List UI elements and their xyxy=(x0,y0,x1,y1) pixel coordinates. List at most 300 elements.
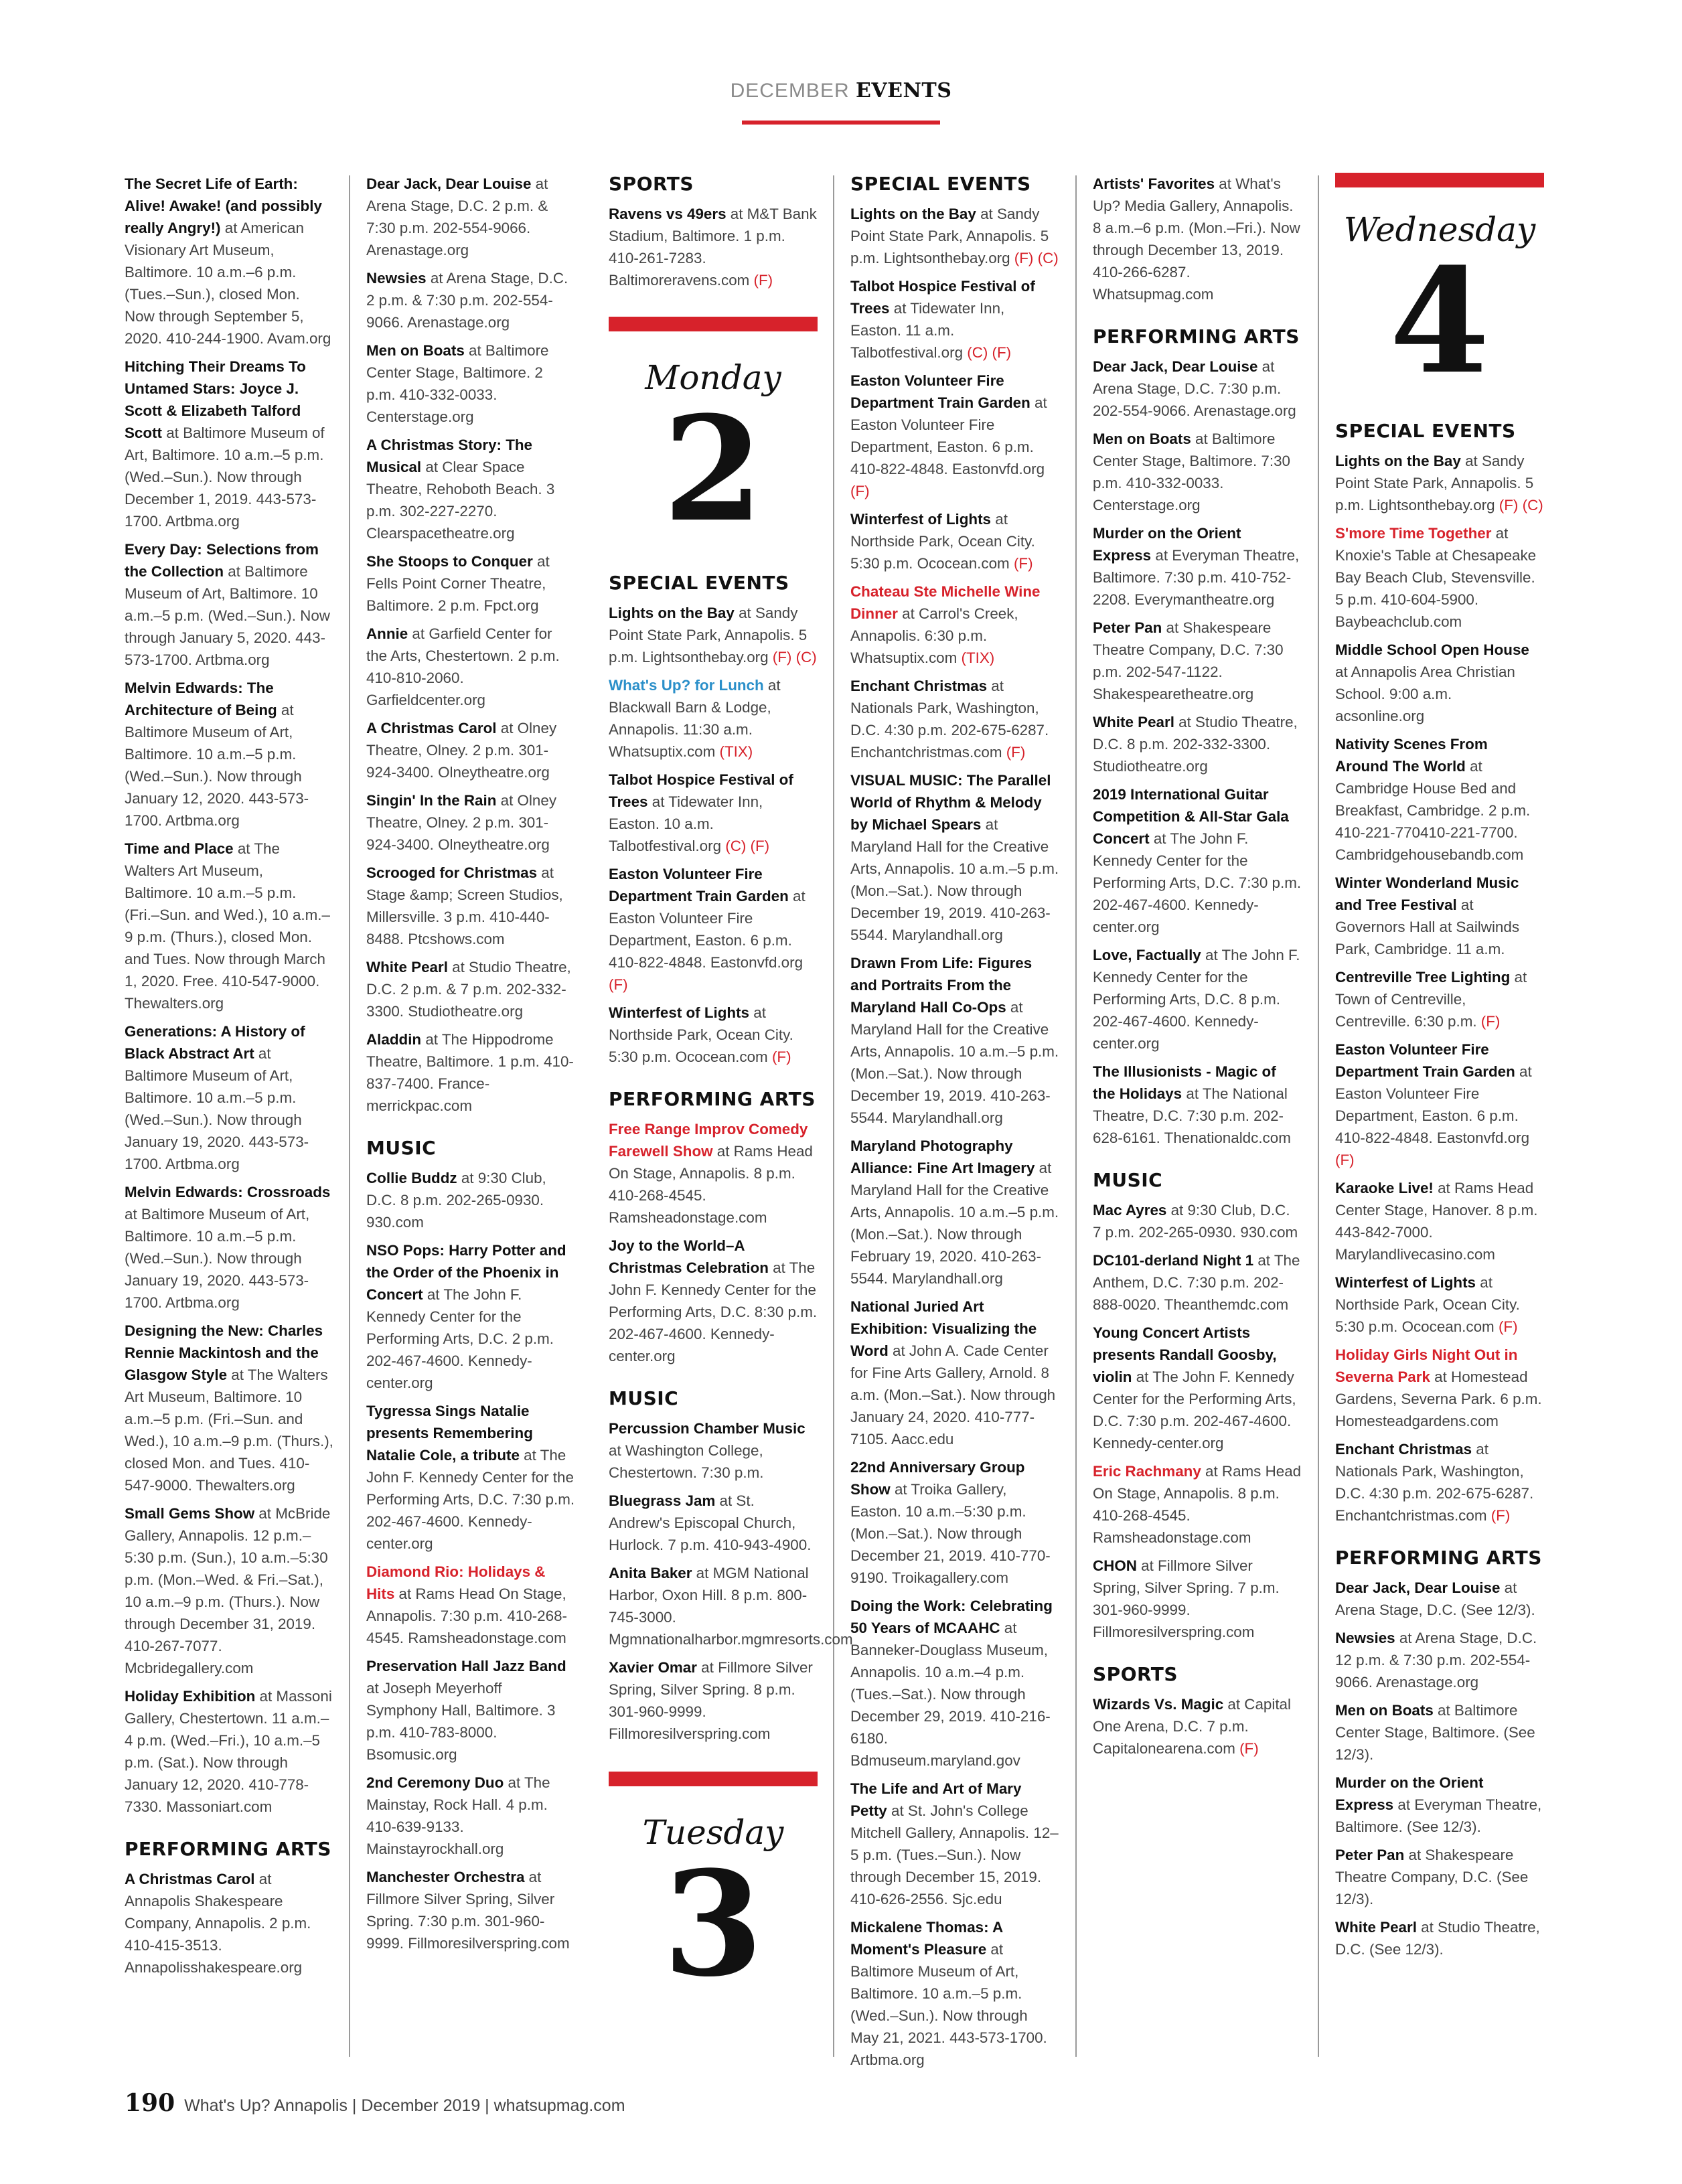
day-bar xyxy=(609,317,818,331)
event-details: at Baltimore Museum of Art, Baltimore. 10 a.m.–5 p.m. (Wed.–Sun.). Now through December 1, 2019. 443-573-1700. Artbma.org xyxy=(125,424,325,530)
event-details: at M&T Bank Stadium, Baltimore. 1 p.m. 410-261-7283. Baltimoreravens.com xyxy=(609,206,817,289)
event-listing xyxy=(1093,1249,1302,1316)
event-listing xyxy=(366,623,575,711)
event-listing xyxy=(1093,1693,1302,1760)
event-details: at Fillmore Silver Spring, Silver Spring. 8 p.m. 301-960-9999. Fillmoresilverspring.com xyxy=(609,1659,813,1742)
event-title: Winterfest of Lights xyxy=(850,511,992,528)
event-details: at Capital One Arena, D.C. 7 p.m. Capitalonearena.com xyxy=(1093,1696,1291,1757)
day-number: 4 xyxy=(1389,236,1490,406)
event-listing xyxy=(609,769,818,857)
event-listing xyxy=(1093,173,1302,305)
header-rule xyxy=(742,121,940,125)
event-listing xyxy=(1335,1038,1544,1171)
event-listing xyxy=(125,838,333,1014)
event-title: Ravens vs 49ers xyxy=(609,206,727,222)
event-listing xyxy=(850,952,1059,1129)
event-listing xyxy=(1093,617,1302,705)
section-heading-music: MUSIC xyxy=(366,1137,437,1159)
day-name: Tuesday xyxy=(642,1813,784,1852)
event-tag: (F) xyxy=(850,483,870,499)
section-heading-music: MUSIC xyxy=(609,1387,679,1409)
event-title: Newsies xyxy=(1335,1630,1395,1646)
event-details: at Troika Gallery, Easton. 10 a.m.–5:30 p.m. (Mon.–Sat.). Now through December 21, 2019. 410-770-9190. Troikagallery.com xyxy=(850,1481,1051,1586)
event-title: NSO Pops: Harry Potter and the Order of the Phoenix in Concert xyxy=(366,1242,566,1303)
event-details: at St. John's College Mitchell Gallery, Annapolis. 12–5 p.m. (Tues.–Sun.). Now through December 15, 2019. 410-626-2556. Sjc.edu xyxy=(850,1802,1059,1907)
event-details: at MGM National Harbor, Oxon Hill. 8 p.m. 800-745-3000. Mgmnationalharbor.mgmresorts.com xyxy=(609,1565,853,1648)
event-listing xyxy=(850,1296,1059,1450)
event-tag: (F) xyxy=(1335,1152,1355,1168)
event-details: at The Hippodrome Theatre, Baltimore. 1 p.m. 410-837-7400. France-merrickpac.com xyxy=(366,1031,574,1114)
event-title: The Illusionists - Magic of the Holidays xyxy=(1093,1063,1276,1102)
event-details: at The John F. Kennedy Center for the Performing Arts, D.C. 7:30 p.m. 202-467-4600. Kennedy-center.org xyxy=(1093,1369,1296,1452)
event-listing xyxy=(125,677,333,832)
event-title: Small Gems Show xyxy=(125,1505,255,1522)
event-title: Enchant Christmas xyxy=(1335,1441,1472,1458)
event-details: at Fillmore Silver Spring, Silver Spring. 7:30 p.m. 301-960-9999. Fillmoresilverspring.com xyxy=(366,1869,570,1952)
event-title: Winterfest of Lights xyxy=(609,1004,750,1021)
section-heading-performing-arts: PERFORMING ARTS xyxy=(1093,325,1300,347)
event-title: Men on Boats xyxy=(1093,431,1191,447)
event-details: at Maryland Hall for the Creative Arts, Annapolis. 10 a.m.–5 p.m. (Mon.–Sat.). Now through December 19, 2019. 410-263-5544. Marylandhall.org xyxy=(850,816,1059,943)
event-title: The Life and Art of Mary Petty xyxy=(850,1780,1022,1819)
event-listing xyxy=(609,1002,818,1068)
event-listing xyxy=(125,538,333,671)
event-listing xyxy=(609,1656,818,1745)
event-title: 2nd Ceremony Duo xyxy=(366,1774,504,1791)
event-listing xyxy=(1335,1916,1544,1960)
event-details: at Olney Theatre, Olney. 2 p.m. 301-924-3400. Olneytheatre.org xyxy=(366,792,557,853)
event-title: DC101-derland Night 1 xyxy=(1093,1252,1254,1269)
day-name: Wednesday xyxy=(1343,210,1536,249)
event-listing xyxy=(850,1916,1059,2071)
event-title: Melvin Edwards: Crossroads xyxy=(125,1184,331,1200)
event-details: at Fillmore Silver Spring, Silver Spring. 7 p.m. 301-960-9999. Fillmoresilverspring.com xyxy=(1093,1557,1280,1640)
event-title: Men on Boats xyxy=(366,342,465,359)
column-4 xyxy=(850,173,1059,2077)
event-title: Holiday Girls Night Out in Severna Park xyxy=(1335,1346,1518,1385)
event-title: A Christmas Carol xyxy=(366,720,497,736)
event-listing xyxy=(609,674,818,763)
event-title: Free Range Improv Comedy Farewell Show xyxy=(609,1121,808,1160)
event-title: Aladdin xyxy=(366,1031,422,1048)
event-title: Lights on the Bay xyxy=(609,605,735,621)
event-title: Lights on the Bay xyxy=(850,206,976,222)
event-listing xyxy=(609,1118,818,1229)
day-tuesday xyxy=(609,1772,818,2009)
event-details: at Maryland Hall for the Creative Arts, Annapolis. 10 a.m.–5 p.m. (Mon.–Sat.). Now through December 19, 2019. 410-263-5544. Marylandhall.org xyxy=(850,999,1059,1126)
event-title: Easton Volunteer Fire Department Train Garden xyxy=(850,372,1030,411)
event-title: Dear Jack, Dear Louise xyxy=(1335,1579,1501,1596)
event-title: Chateau Ste Michelle Wine Dinner xyxy=(850,583,1041,622)
event-details: at Fells Point Corner Theatre, Baltimore. 2 p.m. Fpct.org xyxy=(366,553,550,614)
column-divider xyxy=(833,175,834,2057)
event-title: Young Concert Artists presents Randall Goosby, violin xyxy=(1093,1324,1277,1385)
event-title: Anita Baker xyxy=(609,1565,692,1581)
event-listing xyxy=(1335,1577,1544,1621)
event-title: Winter Wonderland Music and Tree Festival xyxy=(1335,874,1519,913)
event-listing xyxy=(609,602,818,668)
event-details: at McBride Gallery, Annapolis. 12 p.m.–5:30 p.m. (Sun.), 10 a.m.–5:30 p.m. (Mon.–Wed. & Fri.–Sat.), 10 a.m.–9 p.m. (Thurs.). Now through December 31, 2019. 410-267-7077. Mcbridegallery.com xyxy=(125,1505,331,1676)
event-details: at The National Theatre, D.C. 7:30 p.m. 202-628-6161. Thenationaldc.com xyxy=(1093,1085,1291,1146)
event-tag: (C) (F) xyxy=(725,838,770,854)
event-tag: (C) (F) xyxy=(967,344,1012,361)
event-details: at Studio Theatre, D.C. 2 p.m. & 7 p.m. 202-332-3300. Studiotheatre.org xyxy=(366,959,571,1020)
section-heading-special-events: SPECIAL EVENTS xyxy=(1335,420,1516,442)
event-listing xyxy=(366,1400,575,1555)
event-listing xyxy=(1335,1344,1544,1432)
event-tag: (F) xyxy=(1013,555,1033,572)
event-title: Drawn From Life: Figures and Portraits From the Maryland Hall Co-Ops xyxy=(850,955,1033,1016)
event-listing xyxy=(125,1685,333,1818)
event-listing xyxy=(1093,783,1302,938)
event-title: Mickalene Thomas: A Moment's Pleasure xyxy=(850,1919,1003,1958)
event-listing xyxy=(850,370,1059,502)
event-title: The Secret Life of Earth: Alive! Awake! (and possibly really Angry!) xyxy=(125,175,322,236)
event-listing xyxy=(609,1235,818,1367)
event-title: White Pearl xyxy=(1093,714,1174,730)
event-title: She Stoops to Conquer xyxy=(366,553,533,570)
event-details: at Annapolis Shakespeare Company, Annapolis. 2 p.m. 410-415-3513. Annapolisshakespeare.org xyxy=(125,1871,311,1976)
event-listing xyxy=(1093,711,1302,777)
event-tag: (F) xyxy=(609,976,628,993)
event-listing xyxy=(366,173,575,261)
event-details: at St. Andrew's Episcopal Church, Hurlock. 7 p.m. 410-943-4900. xyxy=(609,1492,812,1553)
event-title: What's Up? for Lunch xyxy=(609,677,764,694)
event-listing xyxy=(1335,733,1544,866)
event-details: at Baltimore Center Stage, Baltimore. 7:30 p.m. 410-332-0033. Centerstage.org xyxy=(1093,431,1290,514)
event-details: at The John F. Kennedy Center for the Performing Arts, D.C. 2 p.m. 202-467-4600. Kennedy-center.org xyxy=(366,1286,554,1391)
event-title: Hitching Their Dreams To Untamed Stars: Joyce J. Scott & Elizabeth Talford Scott xyxy=(125,358,306,441)
event-tag: (F) xyxy=(1490,1507,1511,1524)
event-listing xyxy=(1335,1844,1544,1910)
event-listing xyxy=(125,1502,333,1679)
column-1 xyxy=(125,173,333,1984)
event-title: A Christmas Story: The Musical xyxy=(366,437,533,475)
event-tag: (F) xyxy=(1239,1740,1259,1757)
column-divider xyxy=(1075,175,1077,2057)
event-details: at The John F. Kennedy Center for the Performing Arts, D.C. 8 p.m. 202-467-4600. Kennedy-center.org xyxy=(1093,947,1300,1052)
event-listing xyxy=(850,275,1059,364)
day-monday xyxy=(609,317,818,554)
event-details: at Knoxie's Table at Chesapeake Bay Beach Club, Stevensville. 5 p.m. 410-604-5900. Baybeachclub.com xyxy=(1335,525,1537,630)
event-title: Wizards Vs. Magic xyxy=(1093,1696,1224,1713)
event-listing xyxy=(366,789,575,856)
event-details: at Baltimore Center Stage, Baltimore. 2 p.m. 410-332-0033. Centerstage.org xyxy=(366,342,549,425)
event-listing xyxy=(609,1417,818,1484)
event-details: at Baltimore Museum of Art, Baltimore. 10 a.m.–5 p.m. (Wed.–Sun.). Now through January 5, 2020. 443-573-1700. Artbma.org xyxy=(125,563,330,668)
header-section-label: DECEMBER xyxy=(730,80,850,102)
event-listing xyxy=(366,1239,575,1394)
event-listing xyxy=(366,1655,575,1766)
event-details: at Stage &amp; Screen Studios, Millersville. 3 p.m. 410-440-8488. Ptcshows.com xyxy=(366,864,563,947)
event-title: Winterfest of Lights xyxy=(1335,1274,1476,1291)
event-title: Talbot Hospice Festival of Trees xyxy=(850,278,1035,317)
event-title: VISUAL MUSIC: The Parallel World of Rhythm & Melody by Michael Spears xyxy=(850,772,1051,833)
event-title: Doing the Work: Celebrating 50 Years of MCAAHC xyxy=(850,1597,1053,1636)
event-details: at Tidewater Inn, Easton. 10 a.m. Talbotfestival.org xyxy=(609,793,763,854)
event-details: at The John F. Kennedy Center for the Performing Arts, D.C. 7:30 p.m. 202-467-4600. Kennedy-center.org xyxy=(366,1447,575,1552)
event-listing xyxy=(1093,428,1302,516)
day-number: 2 xyxy=(663,384,763,554)
event-details: at Tidewater Inn, Easton. 11 a.m. Talbotfestival.org xyxy=(850,300,1005,361)
event-title: Talbot Hospice Festival of Trees xyxy=(609,771,793,810)
event-details: at Arena Stage, D.C. (See 12/3). xyxy=(1335,1579,1535,1618)
column-2 xyxy=(366,173,575,1960)
event-title: Dear Jack, Dear Louise xyxy=(1093,358,1258,375)
event-listing xyxy=(1093,1061,1302,1149)
event-details: at Arena Stage, D.C. 2 p.m. & 7:30 p.m. 202-554-9066. Arenastage.org xyxy=(366,175,548,258)
event-listing xyxy=(850,769,1059,946)
event-details: at Washington College, Chestertown. 7:30 p.m. xyxy=(609,1442,764,1481)
event-listing xyxy=(850,508,1059,574)
event-tag: (F) xyxy=(1006,744,1026,761)
event-title: National Juried Art Exhibition: Visualizing the Word xyxy=(850,1298,1037,1359)
event-title: Men on Boats xyxy=(1335,1702,1434,1719)
event-details: at What's Up? Media Gallery, Annapolis. 8 a.m.–6 p.m. (Mon.–Fri.). Now through December 13, 2019. 410-266-6287. Whatsupmag.com xyxy=(1093,175,1300,303)
event-listing xyxy=(125,356,333,532)
event-title: Peter Pan xyxy=(1335,1847,1405,1863)
event-listing xyxy=(1335,1627,1544,1693)
event-title: Annie xyxy=(366,625,408,642)
event-details: at Blackwall Barn & Lodge, Annapolis. 11:30 a.m. Whatsuptix.com xyxy=(609,677,781,760)
event-listing xyxy=(366,339,575,428)
event-title: White Pearl xyxy=(366,959,448,976)
event-details: at Rams Head Center Stage, Hanover. 8 p.m. 443-842-7000. Marylandlivecasino.com xyxy=(1335,1180,1538,1263)
event-title: Designing the New: Charles Rennie Mackintosh and the Glasgow Style xyxy=(125,1322,323,1383)
event-listing xyxy=(1335,522,1544,633)
event-title: Nativity Scenes From Around The World xyxy=(1335,736,1488,775)
event-details: at Sandy Point State Park, Annapolis. 5 p.m. Lightsonthebay.org xyxy=(1335,453,1534,514)
event-listing xyxy=(850,1456,1059,1589)
event-listing xyxy=(125,1181,333,1314)
header-events-label: EVENTS xyxy=(855,79,952,102)
event-listing xyxy=(850,580,1059,669)
event-details: at The Walters Art Museum, Baltimore. 10 a.m.–5 p.m. (Fri.–Sun. and Wed.), 10 a.m.–9 p.m. (Thurs.), closed Mon. and Tues. 410-547-9000. Thewalters.org xyxy=(125,1367,333,1494)
section-heading-music: MUSIC xyxy=(1093,1169,1163,1191)
event-details: at Town of Centreville, Centreville. 6:30 p.m. xyxy=(1335,969,1527,1030)
event-details: at John A. Cade Center for Fine Arts Gallery, Arnold. 8 a.m. (Mon.–Sat.). Now through January 24, 2020. 410-777-7105. Aacc.edu xyxy=(850,1342,1056,1448)
event-title: Collie Buddz xyxy=(366,1170,457,1186)
event-listing xyxy=(609,1490,818,1556)
event-title: Enchant Christmas xyxy=(850,678,988,694)
section-heading-special-events: SPECIAL EVENTS xyxy=(609,572,789,594)
event-listing xyxy=(366,434,575,544)
event-title: Middle School Open House xyxy=(1335,641,1529,658)
event-title: Eric Rachmany xyxy=(1093,1463,1201,1480)
event-details: at Arena Stage, D.C. 12 p.m. & 7:30 p.m. 202-554-9066. Arenastage.org xyxy=(1335,1630,1537,1691)
section-heading-performing-arts: PERFORMING ARTS xyxy=(125,1838,331,1860)
event-listing xyxy=(1093,1460,1302,1549)
event-details: at Clear Space Theatre, Rehoboth Beach. 3 p.m. 302-227-2270. Clearspacetheatre.org xyxy=(366,459,555,542)
page-header xyxy=(0,79,1682,102)
event-listing xyxy=(850,1135,1059,1290)
event-listing xyxy=(366,1167,575,1233)
event-details: at Baltimore Museum of Art, Baltimore. 10 a.m.–5 p.m. (Wed.–Sun.). Now through January 12, 2020. 443-573-1700. Artbma.org xyxy=(125,702,309,829)
event-tag: (F) (C) xyxy=(1014,250,1059,266)
event-title: Every Day: Selections from the Collection xyxy=(125,541,319,580)
event-title: Murder on the Orient Express xyxy=(1335,1774,1484,1813)
event-title: 22nd Anniversary Group Show xyxy=(850,1459,1025,1498)
event-title: Centreville Tree Lighting xyxy=(1335,969,1511,986)
event-listing xyxy=(1335,450,1544,516)
event-details: at Baltimore Museum of Art, Baltimore. 10 a.m.–5 p.m. (Wed.–Sun.). Now through January 19, 2020. 443-573-1700. Artbma.org xyxy=(125,1206,310,1311)
event-listing xyxy=(1335,639,1544,727)
event-details: at Carrol's Creek, Annapolis. 6:30 p.m. Whatsuptix.com xyxy=(850,605,1018,666)
event-title: Xavier Omar xyxy=(609,1659,697,1676)
event-title: Dear Jack, Dear Louise xyxy=(366,175,532,192)
event-details: at Banneker-Douglass Museum, Annapolis. 10 a.m.–4 p.m. (Tues.–Sat.). Now through December 29, 2019. 410-216-6180. Bdmuseum.maryland.gov xyxy=(850,1620,1051,1769)
event-title: Joy to the World–A Christmas Celebration xyxy=(609,1237,769,1276)
page-number: 190 xyxy=(125,2089,175,2117)
event-listing xyxy=(366,717,575,783)
event-listing xyxy=(1093,1555,1302,1643)
event-listing xyxy=(366,550,575,617)
event-details: at Shakespeare Theatre Company, D.C. 7:30 p.m. 202-547-1122. Shakespearetheatre.org xyxy=(1093,619,1284,702)
page-footer xyxy=(125,2089,625,2117)
event-listing xyxy=(1335,1271,1544,1338)
event-details: at Governors Hall at Sailwinds Park, Cambridge. 11 a.m. xyxy=(1335,896,1520,957)
event-details: at American Visionary Art Museum, Baltimore. 10 a.m.–6 p.m. (Tues.–Sun.), closed Mon. Now through September 5, 2020. 410-244-1900. Avam.org xyxy=(125,220,331,347)
event-title: Mac Ayres xyxy=(1093,1202,1167,1219)
section-heading-sports: SPORTS xyxy=(1093,1663,1178,1685)
event-title: White Pearl xyxy=(1335,1919,1417,1936)
event-title: Diamond Rio: Holidays & Hits xyxy=(366,1563,546,1602)
event-details: at Everyman Theatre, Baltimore. 7:30 p.m. 410-752-2208. Everymantheatre.org xyxy=(1093,547,1300,608)
column-6 xyxy=(1335,173,1544,1966)
event-listing xyxy=(366,1866,575,1954)
event-listing xyxy=(609,203,818,291)
event-details: at Garfield Center for the Arts, Chestertown. 2 p.m. 410-810-2060. Garfieldcenter.org xyxy=(366,625,560,708)
event-title: Karaoke Live! xyxy=(1335,1180,1434,1196)
footer-text: What's Up? Annapolis | December 2019 | whatsupmag.com xyxy=(184,2096,625,2115)
event-details: at Olney Theatre, Olney. 2 p.m. 301-924-3400. Olneytheatre.org xyxy=(366,720,557,781)
event-title: Manchester Orchestra xyxy=(366,1869,525,1885)
event-title: Bluegrass Jam xyxy=(609,1492,716,1509)
event-details: at Nationals Park, Washington, D.C. 4:30 p.m. 202-675-6287. Enchantchristmas.com xyxy=(850,678,1049,761)
column-divider xyxy=(349,175,350,2057)
event-title: S'more Time Together xyxy=(1335,525,1492,542)
event-listing xyxy=(366,1772,575,1860)
event-details: at The John F. Kennedy Center for the Performing Arts, D.C. 8:30 p.m. 202-467-4600. Kennedy-center.org xyxy=(609,1259,818,1364)
event-details: at Studio Theatre, D.C. (See 12/3). xyxy=(1335,1919,1540,1958)
day-wednesday xyxy=(1335,173,1544,406)
event-title: Maryland Photography Alliance: Fine Art Imagery xyxy=(850,1138,1035,1176)
event-details: at Northside Park, Ocean City. 5:30 p.m. Ococean.com xyxy=(609,1004,793,1065)
event-listing xyxy=(125,173,333,349)
event-details: at Everyman Theatre, Baltimore. (See 12/3). xyxy=(1335,1796,1542,1835)
event-listing xyxy=(1093,522,1302,611)
event-title: Easton Volunteer Fire Department Train Garden xyxy=(1335,1041,1515,1080)
event-listing xyxy=(1093,356,1302,422)
event-listing xyxy=(609,1562,853,1650)
event-details: at Arena Stage, D.C. 2 p.m. & 7:30 p.m. 202-554-9066. Arenastage.org xyxy=(366,270,568,331)
event-listing xyxy=(1335,872,1544,960)
event-title: Easton Volunteer Fire Department Train Garden xyxy=(609,866,789,905)
event-title: Peter Pan xyxy=(1093,619,1162,636)
event-details: at 9:30 Club, D.C. 8 p.m. 202-265-0930. 930.com xyxy=(366,1170,546,1231)
day-bar xyxy=(609,1772,818,1786)
event-details: at Sandy Point State Park, Annapolis. 5 p.m. Lightsonthebay.org xyxy=(850,206,1049,266)
event-title: Preservation Hall Jazz Band xyxy=(366,1658,566,1674)
event-tag: (F) (C) xyxy=(772,649,817,666)
event-details: at Annapolis Area Christian School. 9:00 a.m. acsonline.org xyxy=(1335,664,1515,724)
event-details: at The John F. Kennedy Center for the Performing Arts, D.C. 7:30 p.m. 202-467-4600. Kennedy-center.org xyxy=(1093,830,1302,935)
event-details: at 9:30 Club, D.C. 7 p.m. 202-265-0930. 930.com xyxy=(1093,1202,1298,1241)
event-listing xyxy=(125,1320,333,1496)
event-title: Time and Place xyxy=(125,840,234,857)
event-title: Holiday Exhibition xyxy=(125,1688,256,1705)
event-tag: (TIX) xyxy=(961,649,995,666)
section-heading-performing-arts: PERFORMING ARTS xyxy=(1335,1547,1542,1569)
event-details: at Baltimore Museum of Art, Baltimore. 10 a.m.–5 p.m. (Wed.–Sun.). Now through January 19, 2020. 443-573-1700. Artbma.org xyxy=(125,1045,309,1172)
event-title: 2019 International Guitar Competition & All-Star Gala Concert xyxy=(1093,786,1289,847)
event-details: at Baltimore Center Stage, Baltimore. (See 12/3). xyxy=(1335,1702,1535,1763)
event-listing xyxy=(1335,1772,1544,1838)
event-details: at Baltimore Museum of Art, Baltimore. 10 a.m.–5 p.m. (Wed.–Sun.). Now through May 21, 2021. 443-573-1700. Artbma.org xyxy=(850,1941,1047,2068)
event-details: at The Mainstay, Rock Hall. 4 p.m. 410-639-9133. Mainstayrockhall.org xyxy=(366,1774,550,1857)
section-header xyxy=(731,79,952,102)
event-listing xyxy=(125,1020,333,1175)
event-details: at Nationals Park, Washington, D.C. 4:30 p.m. 202-675-6287. Enchantchristmas.com xyxy=(1335,1441,1534,1524)
event-tag: (F) (C) xyxy=(1499,497,1543,514)
event-title: Artists' Favorites xyxy=(1093,175,1215,192)
event-tag: (F) xyxy=(771,1048,791,1065)
event-details: at Easton Volunteer Fire Department, Easton. 6 p.m. 410-822-4848. Eastonvfd.org xyxy=(850,394,1047,477)
event-listing xyxy=(1335,1699,1544,1766)
event-listing xyxy=(1093,1199,1302,1243)
event-details: at Rams Head On Stage, Annapolis. 8 p.m. 410-268-4545. Ramsheadonstage.com xyxy=(609,1143,813,1226)
event-listing xyxy=(1335,1177,1544,1265)
event-tag: (F) xyxy=(1480,1013,1501,1030)
event-listing xyxy=(366,1028,575,1117)
event-tag: (F) xyxy=(1498,1318,1518,1335)
event-details: at Rams Head On Stage, Annapolis. 7:30 p.m. 410-268-4545. Ramsheadonstage.com xyxy=(366,1585,567,1646)
event-title: Singin' In the Rain xyxy=(366,792,497,809)
event-details: at The Walters Art Museum, Baltimore. 10 a.m.–5 p.m. (Fri.–Sun. and Wed.), 10 a.m.–9 p.m. (Thurs.), closed Mon. and Tues. Now through March 1, 2020. Free. 410-547-9000. Thewalters.org xyxy=(125,840,330,1012)
day-name: Monday xyxy=(645,358,781,397)
event-details: at Maryland Hall for the Creative Arts, Annapolis. 10 a.m.–5 p.m. (Mon.–Sat.). Now through February 19, 2020. 410-263-5544. Marylandhall.org xyxy=(850,1160,1059,1287)
event-details: at Massoni Gallery, Chestertown. 11 a.m.–4 p.m. (Wed.–Fri.), 10 a.m.–5 p.m. (Sat.). Now through January 12, 2020. 410-778-7330. Massoniart.com xyxy=(125,1688,332,1815)
event-details: at Northside Park, Ocean City. 5:30 p.m. Ococean.com xyxy=(1335,1274,1520,1335)
event-listing xyxy=(366,1561,575,1649)
section-heading-sports: SPORTS xyxy=(609,173,694,195)
event-details: at Joseph Meyerhoff Symphony Hall, Baltimore. 3 p.m. 410-783-8000. Bsomusic.org xyxy=(366,1680,556,1763)
event-listing xyxy=(850,203,1059,269)
section-heading-special-events: SPECIAL EVENTS xyxy=(850,173,1031,195)
event-listing xyxy=(1093,944,1302,1055)
event-listing xyxy=(366,862,575,950)
section-heading-performing-arts: PERFORMING ARTS xyxy=(609,1088,816,1110)
event-listing xyxy=(850,675,1059,763)
event-details: at Easton Volunteer Fire Department, Easton. 6 p.m. 410-822-4848. Eastonvfd.org xyxy=(1335,1063,1532,1146)
event-details: at Rams Head On Stage, Annapolis. 8 p.m. 410-268-4545. Ramsheadonstage.com xyxy=(1093,1463,1302,1546)
event-listing xyxy=(366,267,575,333)
event-details: at Cambridge House Bed and Breakfast, Cambridge. 2 p.m. 410-221-770410-221-7700. Cambridgehousebandb.com xyxy=(1335,758,1531,863)
event-tag: (F) xyxy=(753,272,773,289)
event-listing xyxy=(850,1778,1059,1910)
event-title: Scrooged for Christmas xyxy=(366,864,538,881)
event-details: at Arena Stage, D.C. 7:30 p.m. 202-554-9066. Arenastage.org xyxy=(1093,358,1296,419)
event-title: Newsies xyxy=(366,270,427,287)
event-title: Percussion Chamber Music xyxy=(609,1420,806,1437)
event-details: at Northside Park, Ocean City. 5:30 p.m. Ococean.com xyxy=(850,511,1035,572)
event-title: A Christmas Carol xyxy=(125,1871,255,1887)
event-title: Lights on the Bay xyxy=(1335,453,1461,469)
event-title: CHON xyxy=(1093,1557,1137,1574)
event-details: at Studio Theatre, D.C. 8 p.m. 202-332-3300. Studiotheatre.org xyxy=(1093,714,1298,775)
column-divider xyxy=(1318,175,1319,2057)
event-listing xyxy=(1335,966,1544,1032)
